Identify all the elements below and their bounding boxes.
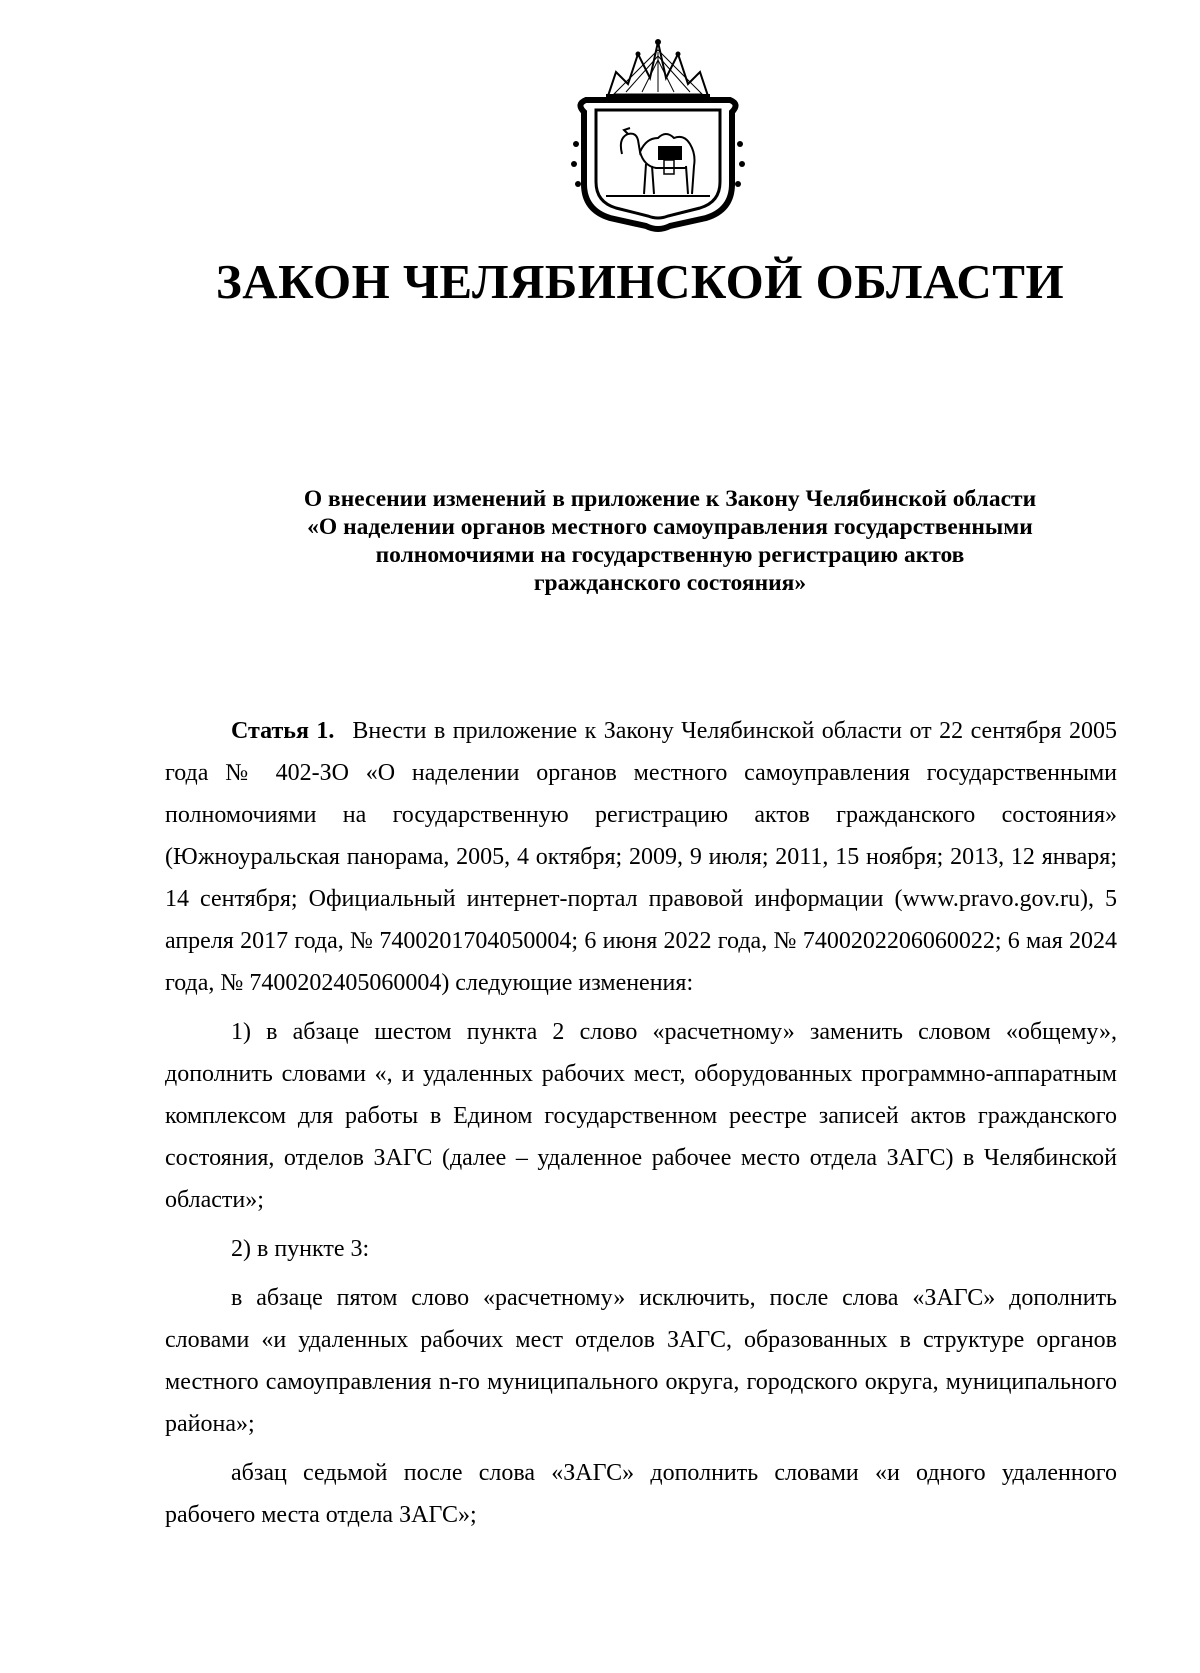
subject-line: О внесении изменений в приложение к Закону Челябинской области	[303, 486, 1037, 512]
item-2-paragraph-2: абзац седьмой после слова «ЗАГС» дополнить словами «и одного удаленного рабочего места отдела ЗАГС»;	[165, 1460, 1117, 1528]
item-1: 1) в абзаце шестом пункта 2 слово «расчетному» заменить словом «общему», дополнить словами «, и удаленных рабочих мест, оборудованных программно-аппаратным комплексом для работы в Едином государственном реестре записей актов гражданского состояния, отделов ЗАГС (далее – удаленное рабочее место отдела ЗАГС) в Челябинской области»;	[165, 1019, 1117, 1213]
item-2: 2) в пункте 3:	[231, 1236, 370, 1262]
subject-line: гражданского состояния»	[533, 570, 807, 596]
article-1-intro	[165, 710, 1117, 1004]
item-2-paragraph-1: в абзаце пятом слово «расчетному» исключить, после слова «ЗАГС» дополнить словами «и удаленных рабочих мест отделов ЗАГС, образованных в структуре органов местного самоуправления n-го муниципального округа, городского округа, муниципального района»;	[165, 1285, 1117, 1437]
coat-of-arms-emblem	[566, 34, 750, 234]
law-body	[165, 710, 1117, 1543]
article-label: Статья 1.	[231, 718, 335, 744]
law-title: ЗАКОН ЧЕЛЯБИНСКОЙ ОБЛАСТИ	[215, 254, 1065, 309]
article-intro-text: Внести в приложение к Закону Челябинской области от 22 сентября 2005 года № 402-ЗО «О наделении органов местного самоуправления государственными полномочиями на государственную регистрацию актов гражданского состояния» (Южноуральская панорама, 2005, 4 октября; 2009, 9 июля; 2011, 15 ноября; 2013, 12 января; 14 сентября; Официальный интернет-портал правовой информации (www.pravo.gov.ru), 5 апреля 2017 года, № 7400201704050004; 6 июня 2022 года, № 7400202206060022; 6 мая 2024 года, № 7400202405060004) следующие изменения:	[165, 718, 1117, 996]
subject-line: полномочиями на государственную регистрацию актов	[375, 542, 965, 568]
law-subject	[240, 485, 1100, 597]
subject-line: «О наделении органов местного самоуправления государственными	[307, 514, 1033, 540]
